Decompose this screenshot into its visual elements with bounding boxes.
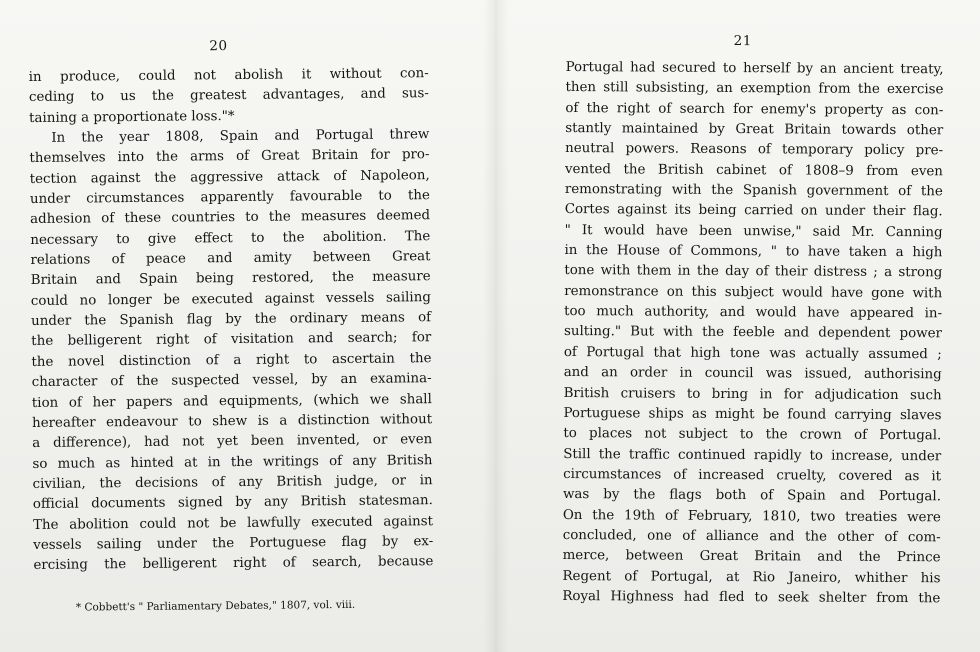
text-line: neutral powers. Reasons of temporary policy pre-: [565, 141, 944, 159]
text-line: vessels sailing under the Portuguese flag by ex-: [33, 534, 434, 553]
text-line: a difference), had not yet been invented, or even: [32, 432, 433, 452]
right-page: [562, 0, 944, 652]
text-line: too much authority, and would have appeared in-: [564, 304, 943, 322]
text-line: British cruisers to bring in for adjudication such: [563, 385, 942, 403]
text-line: was by the flags both of Spain and Portugal.: [562, 487, 942, 505]
text-line: then still subsisting, an exemption from the exercise: [565, 80, 944, 98]
right-page-number: 21: [733, 33, 752, 50]
text-line: In the year 1808, Spain and Portugal threw: [51, 127, 430, 146]
text-line: adhesion of these countries to the measures deemed: [30, 208, 431, 228]
text-line: The abolition could not be lawfully executed against: [32, 513, 434, 533]
text-line: and an order in council was issued, authorising: [563, 365, 942, 383]
text-line: official documents signed by any British statesman.: [32, 493, 433, 513]
text-line: Cortes against its being carried on under their flag.: [564, 202, 943, 220]
text-line: circumstances of increased cruelty, covered as it: [563, 466, 942, 485]
text-line: hereafter endeavour to shew is a distinction without: [31, 411, 433, 431]
text-line: stantly maintained by Great Britain towards other: [565, 121, 944, 139]
text-line: tection against the aggressive attack of Napoleon,: [29, 167, 430, 187]
text-line: to places not subject to the crown of Portugal.: [563, 426, 942, 444]
text-line: the novel distinction of a right to ascertain the: [31, 350, 432, 370]
right-page-text: [562, 58, 943, 610]
text-line: sulting." But with the feeble and dependent power: [563, 324, 943, 342]
text-line: On the 19th of February, 1810, two treaties were: [562, 507, 941, 525]
text-line: under circumstances apparently favourable to the: [29, 188, 430, 208]
text-line: Britain and Spain being restored, the measure: [30, 269, 431, 289]
text-line: in the House of Commons, " to have taken a high: [564, 243, 943, 261]
left-page: [28, 0, 434, 652]
text-line: ceding to us the greatest advantages, and sus-: [28, 86, 429, 106]
text-line: concluded, one of alliance and the other of com-: [562, 527, 941, 546]
text-line: character of the suspected vessel, by an examina-: [31, 371, 432, 391]
text-line: taining a proportionate loss."*: [29, 108, 235, 126]
left-page-text: [29, 64, 434, 576]
text-line: of the right of search for enemy's property as con-: [565, 100, 944, 118]
text-line: Portuguese ships as might be found carrying slaves: [563, 405, 942, 424]
text-line: necessary to give effect to the abolition. The: [30, 228, 431, 248]
text-line: remonstrating with the Spanish government of the: [564, 182, 943, 200]
footnote: * Cobbett's " Parliamentary Debates," 1807, vol. viii.: [75, 598, 356, 614]
left-page-number: 20: [209, 38, 228, 55]
text-line: merce, between Great Britain and the Prince: [562, 548, 941, 566]
text-line: ercising the belligerent right of search, because: [33, 554, 434, 574]
text-line: Still the traffic continued rapidly to increase, under: [563, 446, 942, 464]
text-line: in produce, could not abolish it without con-: [28, 66, 429, 85]
text-line: themselves into the arms of Great Britain for pro-: [29, 147, 430, 167]
text-line: so much as hinted at in the writings of any British: [32, 452, 433, 472]
text-line: Royal Highness had fled to seek shelter from the: [562, 588, 941, 607]
text-line: remonstrance on this subject would have gone with: [564, 283, 943, 302]
text-line: civilian, the decisions of any British judge, or in: [32, 473, 433, 492]
text-line: tion of her papers and equipments, (which we shall: [31, 391, 432, 411]
text-line: vented the British cabinet of 1808–9 from even: [564, 161, 944, 180]
book-gutter: [483, 0, 509, 652]
text-line: relations of peace and amity between Great: [30, 249, 431, 269]
text-line: tone with them in the day of their distress ; a strong: [564, 263, 943, 281]
text-line: Regent of Portugal, at Rio Janeiro, whither his: [562, 568, 941, 586]
text-line: of Portugal that high tone was actually assumed ;: [563, 344, 942, 363]
text-line: " It would have been unwise," said Mr. Canning: [564, 222, 943, 241]
text-line: the belligerent right of visitation and search; for: [31, 330, 432, 350]
text-line: Portugal had secured to herself by an ancient treaty,: [565, 59, 944, 78]
text-line: could no longer be executed against vessels sailing: [30, 289, 431, 309]
text-line: under the Spanish flag by the ordinary means of: [31, 310, 432, 330]
